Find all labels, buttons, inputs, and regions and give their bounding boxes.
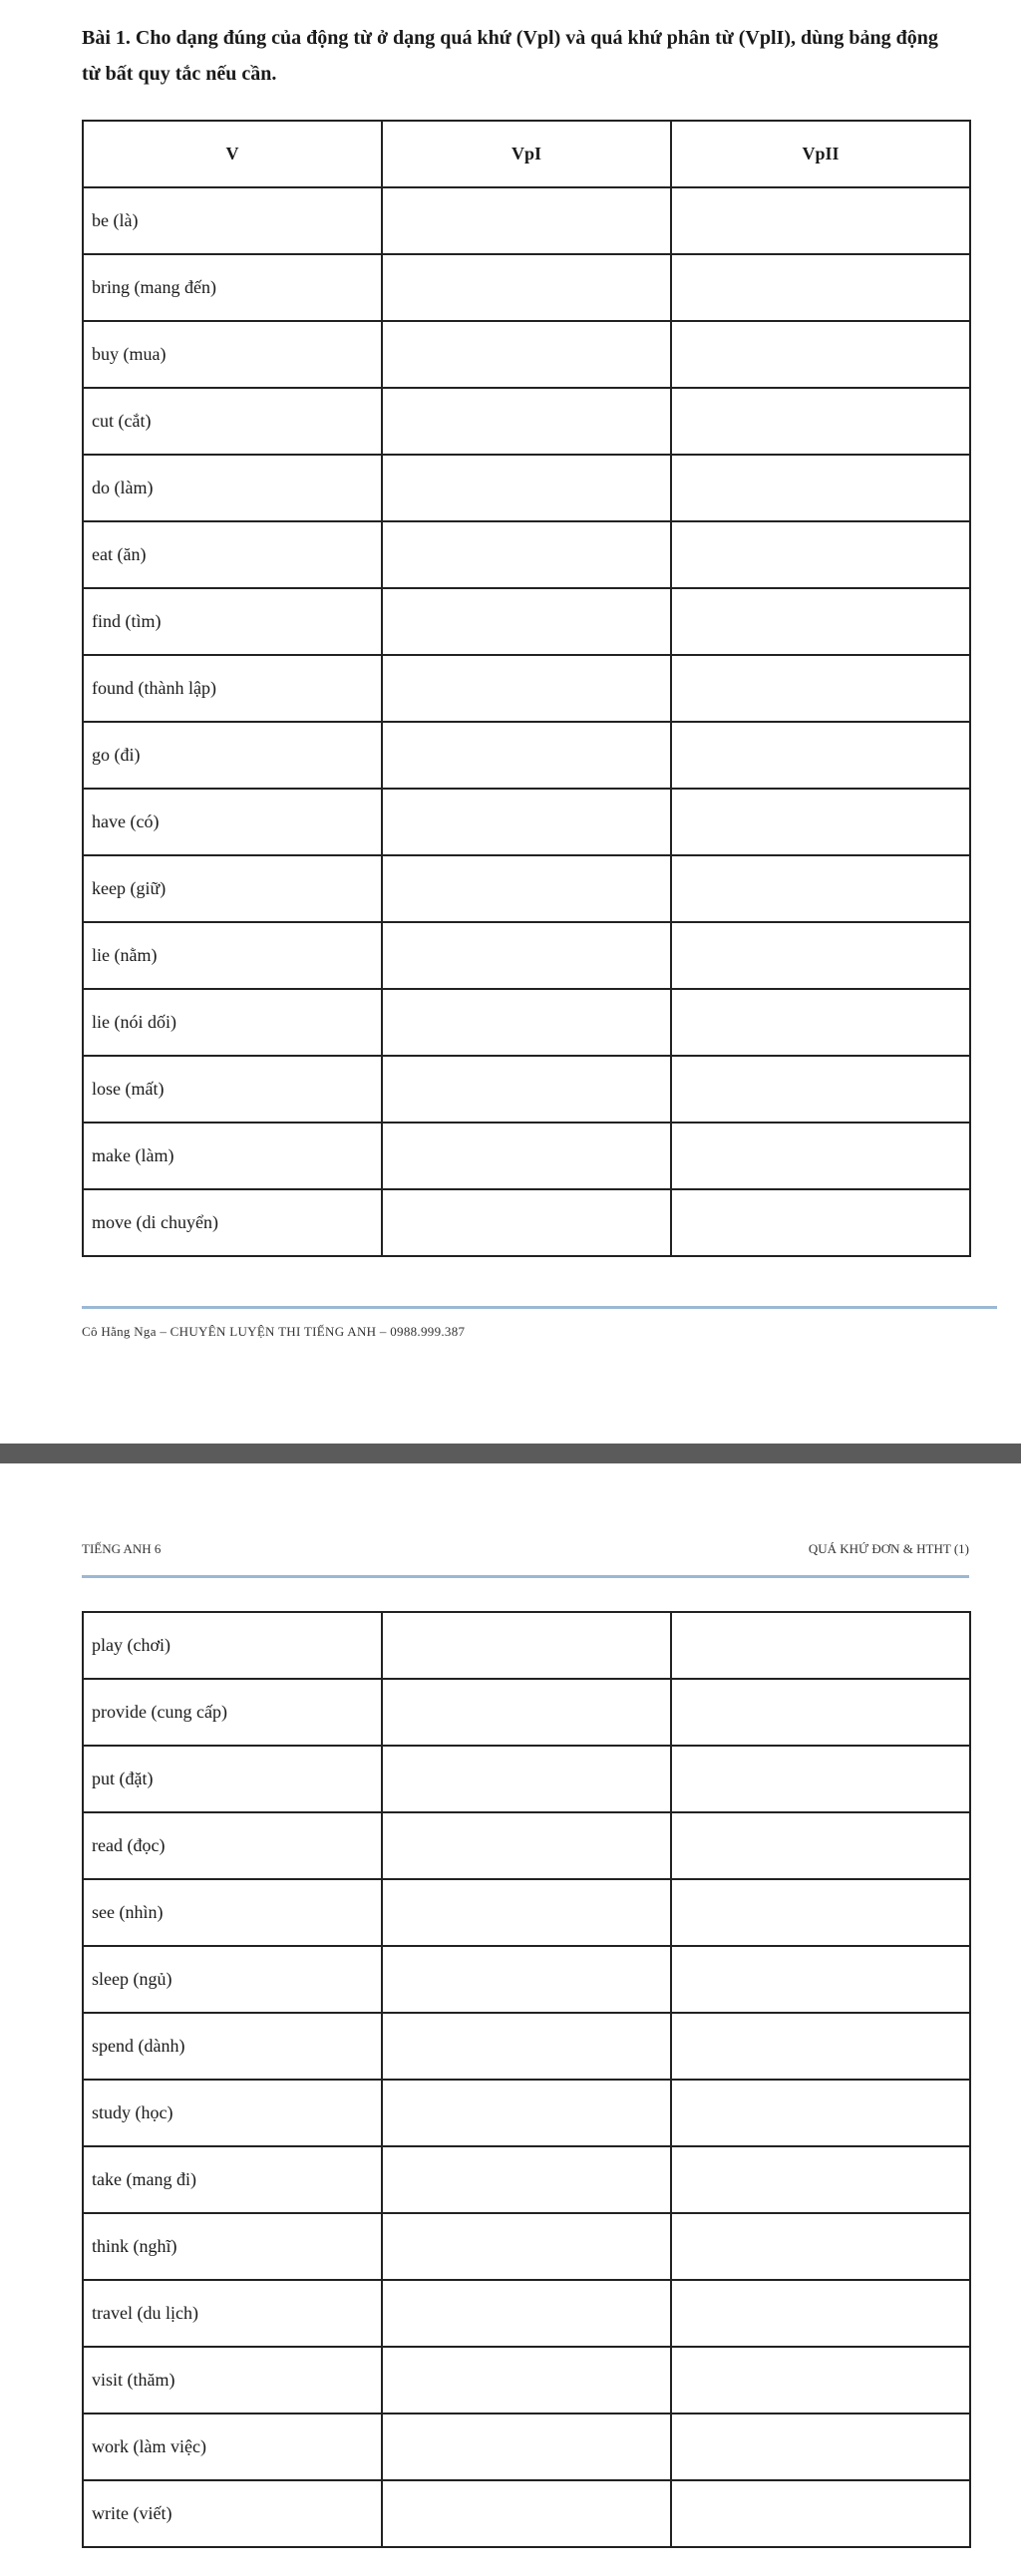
vpii-answer-cell[interactable] [671,655,970,722]
vpi-answer-cell[interactable] [382,254,671,321]
vpi-answer-cell[interactable] [382,2080,671,2146]
verb-cell: take (mang đi) [83,2146,382,2213]
verb-cell: sleep (ngủ) [83,1946,382,2013]
vpi-answer-cell[interactable] [382,989,671,1056]
table-row [83,1679,970,1746]
verb-cell: eat (ăn) [83,521,382,588]
verb-cell: go (đi) [83,722,382,789]
vpii-answer-cell[interactable] [671,2213,970,2280]
verb-cell: make (làm) [83,1123,382,1189]
table-row [83,2146,970,2213]
table-row [83,2414,970,2480]
table-row [83,2013,970,2080]
table-row [83,388,970,455]
vpii-answer-cell[interactable] [671,2013,970,2080]
table-row [83,855,970,922]
vpi-answer-cell[interactable] [382,2414,671,2480]
table-row [83,1123,970,1189]
verb-cell: buy (mua) [83,321,382,388]
table-row [83,588,970,655]
header-vpi: VpI [382,121,671,187]
table-row [83,2347,970,2414]
vpi-answer-cell[interactable] [382,2013,671,2080]
table-row [83,989,970,1056]
table-row [83,1189,970,1256]
table-row [83,254,970,321]
vpi-answer-cell[interactable] [382,789,671,855]
table-row [83,1056,970,1123]
vpi-answer-cell[interactable] [382,187,671,254]
verb-cell: lose (mất) [83,1056,382,1123]
vpii-answer-cell[interactable] [671,2146,970,2213]
vpii-answer-cell[interactable] [671,922,970,989]
verb-cell: play (chơi) [83,1612,382,1679]
table-header-row [83,121,970,187]
verb-cell: study (học) [83,2080,382,2146]
vpii-answer-cell[interactable] [671,1679,970,1746]
vpi-answer-cell[interactable] [382,455,671,521]
vpii-answer-cell[interactable] [671,989,970,1056]
verb-cell: provide (cung cấp) [83,1679,382,1746]
verb-cell: lie (nằm) [83,922,382,989]
page-header-right: QUÁ KHỨ ĐƠN & HTHT (1) [808,1541,969,1556]
vpii-answer-cell[interactable] [671,855,970,922]
vpi-answer-cell[interactable] [382,1812,671,1879]
vpii-answer-cell[interactable] [671,1189,970,1256]
vpii-answer-cell[interactable] [671,2280,970,2347]
vpi-answer-cell[interactable] [382,722,671,789]
table-row [83,1879,970,1946]
vpi-answer-cell[interactable] [382,388,671,455]
vpii-answer-cell[interactable] [671,388,970,455]
page-footer: Cô Hằng Nga – CHUYÊN LUYỆN THI TIẾNG ANH – 0988.999.387 [82,1324,466,1339]
worksheet-page-2 [0,1463,1021,2576]
table-row [83,2280,970,2347]
vpii-answer-cell[interactable] [671,1612,970,1679]
table-row [83,655,970,722]
vpi-answer-cell[interactable] [382,1612,671,1679]
verb-cell: lie (nói dối) [83,989,382,1056]
vpi-answer-cell[interactable] [382,1946,671,2013]
exercise-instruction: Bài 1. Cho dạng đúng của động từ ở dạng quá khứ (Vpl) và quá khứ phân từ (VplI), dùng bảng động từ bất quy tắc nếu cần. [82,27,938,85]
vpii-answer-cell[interactable] [671,2414,970,2480]
table-row [83,187,970,254]
footer-divider [82,1306,997,1309]
vpi-answer-cell[interactable] [382,1123,671,1189]
table-row [83,1746,970,1812]
table-row [83,2213,970,2280]
vpii-answer-cell[interactable] [671,1946,970,2013]
vpii-answer-cell[interactable] [671,1746,970,1812]
verb-cell: write (viết) [83,2480,382,2547]
vpii-answer-cell[interactable] [671,2480,970,2547]
vpi-answer-cell[interactable] [382,1189,671,1256]
table-row [83,789,970,855]
vpi-answer-cell[interactable] [382,1056,671,1123]
table-row [83,2080,970,2146]
page-separator [0,1444,1021,1463]
verb-cell: have (có) [83,789,382,855]
vpi-answer-cell[interactable] [382,1679,671,1746]
verb-cell: spend (dành) [83,2013,382,2080]
vpi-answer-cell[interactable] [382,321,671,388]
vpii-answer-cell[interactable] [671,254,970,321]
vpii-answer-cell[interactable] [671,187,970,254]
table-row [83,722,970,789]
vpi-answer-cell[interactable] [382,855,671,922]
vpi-answer-cell[interactable] [382,2213,671,2280]
header-vpii: VpII [671,121,970,187]
verb-cell: keep (giữ) [83,855,382,922]
vpii-answer-cell[interactable] [671,2347,970,2414]
verb-cell: found (thành lập) [83,655,382,722]
verb-cell: find (tìm) [83,588,382,655]
verb-cell: read (đọc) [83,1812,382,1879]
vpii-answer-cell[interactable] [671,521,970,588]
page-header-left: TIẾNG ANH 6 [82,1541,162,1556]
vpi-answer-cell[interactable] [382,1879,671,1946]
table-row [83,2480,970,2547]
vpi-answer-cell[interactable] [382,1746,671,1812]
vpii-answer-cell[interactable] [671,722,970,789]
verb-cell: do (làm) [83,455,382,521]
vpi-answer-cell[interactable] [382,2480,671,2547]
vpii-answer-cell[interactable] [671,1812,970,1879]
vpi-answer-cell[interactable] [382,922,671,989]
vpii-answer-cell[interactable] [671,1056,970,1123]
vpi-answer-cell[interactable] [382,2280,671,2347]
vpii-answer-cell[interactable] [671,789,970,855]
table-row [83,455,970,521]
table-row [83,1946,970,2013]
header-divider [82,1575,969,1578]
vpi-answer-cell[interactable] [382,655,671,722]
table-row [83,922,970,989]
verb-cell: move (di chuyển) [83,1189,382,1256]
verb-cell: travel (du lịch) [83,2280,382,2347]
table-row [83,321,970,388]
verb-cell: visit (thăm) [83,2347,382,2414]
vpii-answer-cell[interactable] [671,321,970,388]
verb-cell: think (nghĩ) [83,2213,382,2280]
table-row [83,521,970,588]
vpii-answer-cell[interactable] [671,2080,970,2146]
header-v: V [83,121,382,187]
vpi-answer-cell[interactable] [382,2347,671,2414]
vpi-answer-cell[interactable] [382,521,671,588]
vpii-answer-cell[interactable] [671,455,970,521]
vpii-answer-cell[interactable] [671,1879,970,1946]
vpii-answer-cell[interactable] [671,1123,970,1189]
table-row [83,1812,970,1879]
verb-cell: see (nhìn) [83,1879,382,1946]
vpi-answer-cell[interactable] [382,2146,671,2213]
verb-cell: cut (cắt) [83,388,382,455]
verb-table-2 [82,1611,971,2548]
vpii-answer-cell[interactable] [671,588,970,655]
table-row [83,1612,970,1679]
verb-cell: work (làm việc) [83,2414,382,2480]
verb-table-1 [82,120,971,1257]
verb-cell: be (là) [83,187,382,254]
vpi-answer-cell[interactable] [382,588,671,655]
verb-cell: bring (mang đến) [83,254,382,321]
verb-cell: put (đặt) [83,1746,382,1812]
